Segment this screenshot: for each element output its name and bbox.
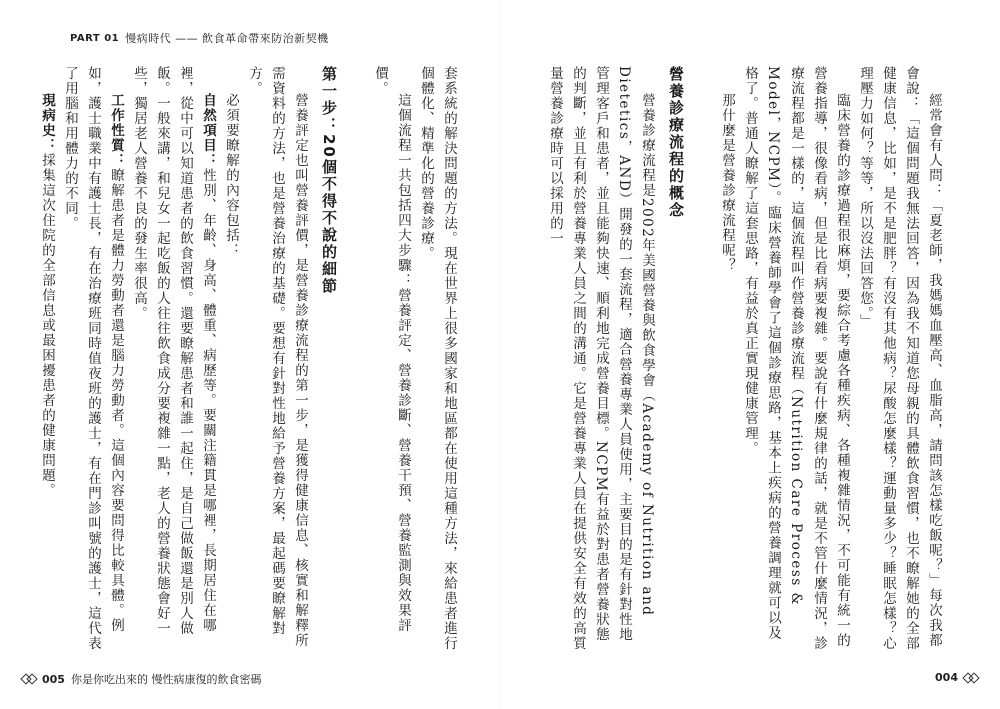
- diamond-ornament-icon: [964, 673, 978, 683]
- term-work-nature: 工作性質：: [108, 93, 124, 168]
- left-page: [39, 66, 460, 651]
- term-present-illness: 現病史：: [39, 93, 55, 153]
- diamond-ornament-icon: [22, 674, 36, 684]
- page-number-left: 005: [42, 672, 65, 686]
- term-natural-items: 自然項目：: [200, 93, 216, 168]
- right-paragraph-3: 那什麼是營養診療流程呢？: [719, 93, 735, 273]
- book-title: 你是你吃出來的 慢性病康復的飲食密碼: [70, 673, 262, 686]
- right-page: [540, 66, 945, 651]
- running-header: [70, 30, 329, 46]
- right-paragraph-4: 營養診療流程是2002年美國營養與飲食學會（Academy of Nutrition and Dietetics，AND）開發的一套流程，適合營養專業人員使用，主要目的是有針對性地管理客戶和患者，並且能夠快速、順利地完成營養目標。NCPM有益於對患者營養狀態的判斷，並且有利於營養專業人員之間的溝通。它是營養專業人員在提供安全有效的高質量營養診療時可以採用的一: [547, 66, 655, 651]
- page-number-right: 004: [935, 671, 958, 684]
- left-paragraph-work-nature: [58, 66, 127, 651]
- left-paragraph-present-illness: [35, 66, 58, 651]
- present-illness-text: 採集這次住院的全部信息或最困擾患者的健康問題。: [39, 153, 55, 498]
- section-spacer: [693, 66, 715, 651]
- left-paragraph-natural-items: [127, 66, 219, 651]
- chapter-title: 慢病時代 —— 飲食革命帶來防治新契機: [125, 32, 329, 45]
- section-heading-step-one: 第一步：20個不得不說的細節: [320, 66, 338, 295]
- left-paragraph-4: 必須要瞭解的內容包括：: [223, 93, 239, 258]
- section-heading-ncpm: 營養診療流程的概念: [667, 66, 685, 219]
- work-nature-text: 瞭解患者是體力勞動者還是腦力勞動者。這個內容要問得比較具體。例如，護士職業中有護士長，有在治療班同時值夜班的護士，有在門診叫號的護士，這代表了用腦和用體力的不同。: [62, 66, 124, 651]
- left-footer: [22, 671, 261, 687]
- right-paragraph-1: 經常會有人問：「夏老師，我媽媽血壓高、血脂高，請問該怎樣吃飯呢？」每次我都會說：「這個問題我無法回答，因為我不知道您母親的具體飲食習慣，也不瞭解她的全部健康信息，比如，是不是肥胖？有沒有其他病？尿酸怎麼樣？運動量多少？睡眠怎樣？心理壓力如何？等等，所以沒法回答您。」: [857, 66, 942, 651]
- section-spacer: [346, 66, 368, 651]
- right-paragraph-2: 臨床營養的診療過程很麻煩，要綜合考慮各種疾病、各種複雜情況，不可能有統一的營養指導，很像看病，但是比看病要複雜。要說有什麼規律的話，就是不管什麼情況，診療流程都是一樣的，這個流程叫作營養診療流程（Nutrition Care Process & Model，NCPM）。臨床營養師學會了這個診療思路，基本上疾病的營養調理就可以及格了。普通人瞭解了這套思路，有益於真正實現健康管理。: [742, 66, 850, 651]
- part-label: PART 01: [70, 32, 120, 44]
- left-paragraph-2: 這個流程一共包括四大步驟：營養評定、營養診斷、營養干預、營養監測與效果評價。: [372, 66, 411, 633]
- left-paragraph-1: 套系統的解決問題的方法。現在世界上很多國家和地區都在使用這種方法，來給患者進行個體化、精準化的營養診療。: [418, 66, 457, 651]
- left-paragraph-3: 營養評定也叫營養評價，是營養診療流程的第一步，是獲得健康信息、核實和解釋所需資料的方法，也是營養治療的基礎。要想有針對性地給予營養方案，最起碼要瞭解對方。: [246, 66, 308, 648]
- right-footer: [935, 671, 978, 684]
- natural-items-text: 性別、年齡、身高、體重、病歷等。要關注籍貫是哪裡，長期居住在哪裡，從中可以知道患者的飲食習慣。還要瞭解患者和誰一起住，是自己做飯還是別人做飯。一般來講，和兒女一起吃飯的人往往飲食成分要複雜一點，老人的營養狀態會好一些，獨居老人營養不良的發生率很高。: [131, 66, 216, 636]
- book-gutter: [500, 0, 501, 709]
